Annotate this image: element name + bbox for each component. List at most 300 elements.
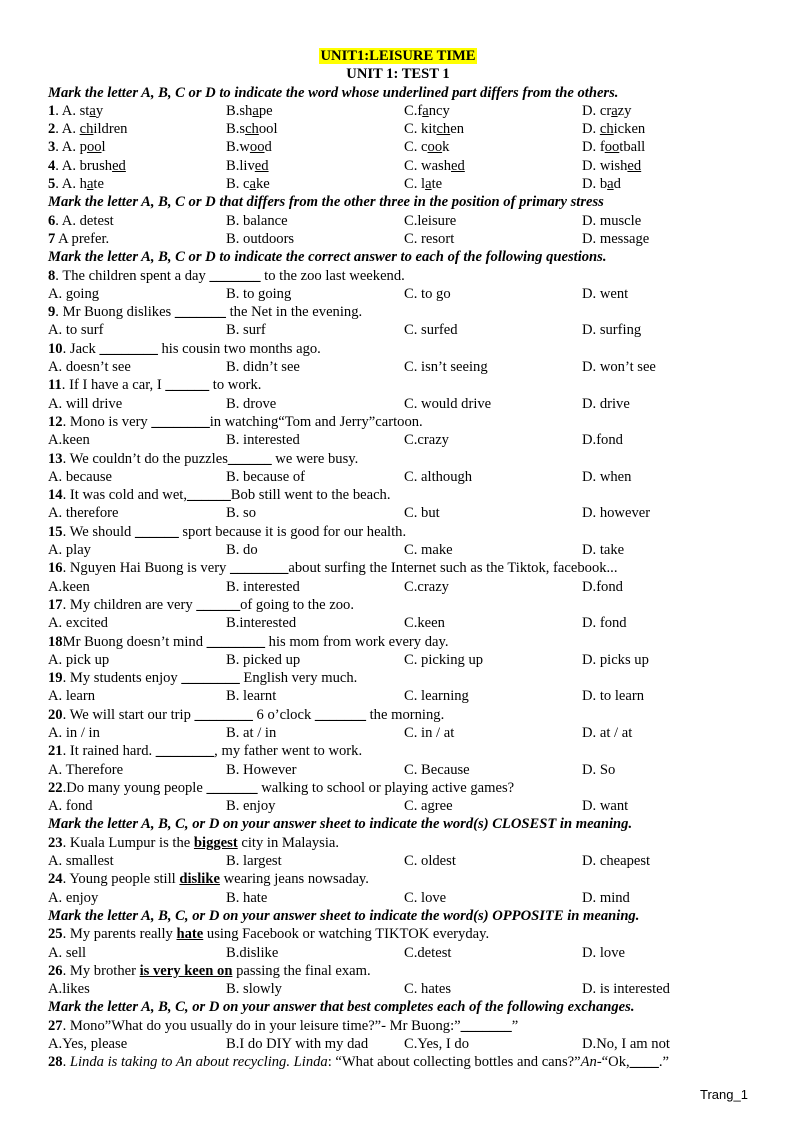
answer-option — [582, 102, 748, 120]
answer-option — [404, 578, 582, 596]
question-number: 7 — [48, 230, 56, 247]
question-text: Kuala Lumpur is the — [69, 834, 194, 851]
question-text: using Facebook or watching TIKTOK everyday. — [203, 926, 490, 943]
option-text: C. would drive — [404, 395, 492, 412]
option-text: d — [613, 176, 621, 193]
underlined-part: a — [607, 176, 614, 193]
option-text: D. surfing — [582, 322, 642, 339]
question-text: Mono”What do you usually do in your leisure time?”- Mr Buong:” — [69, 1017, 461, 1034]
answer-options — [48, 761, 748, 779]
question-text: we were busy. — [271, 450, 359, 467]
answer-option — [48, 431, 226, 449]
answer-option — [404, 614, 582, 632]
question-list — [48, 84, 748, 1072]
answer-blank: ____ — [629, 1054, 659, 1071]
question-number: 15 — [48, 523, 63, 540]
question-stem: 16. Nguyen Hai Buong is very ________about surfing the Internet such as the Tiktok, facebook... — [48, 560, 618, 577]
question-stem: 19. My students enjoy ________ English very much. — [48, 670, 358, 687]
question-number: 11 — [48, 377, 62, 394]
keyword: dislike — [179, 871, 220, 888]
question-stem: 23. Kuala Lumpur is the biggest city in Malaysia. — [48, 834, 340, 851]
keyword: hate — [176, 926, 204, 943]
option-text: B.s — [226, 121, 246, 138]
option-text: C.crazy — [404, 432, 449, 449]
option-text: A. detest — [61, 212, 114, 229]
option-text: D. — [582, 121, 600, 138]
answer-options — [48, 468, 748, 486]
underlined-part: a — [86, 176, 94, 193]
answer-options — [48, 431, 748, 449]
answer-options — [48, 687, 748, 705]
option-text: A. h — [61, 176, 87, 193]
answer-option — [582, 797, 748, 815]
option-text: B. because of — [226, 468, 306, 485]
unit-title — [48, 47, 748, 65]
question-text: ” — [511, 1017, 519, 1034]
option-text: C.detest — [404, 944, 452, 961]
answer-option — [48, 230, 226, 248]
option-text: D. picks up — [582, 651, 649, 668]
option-text: B. However — [226, 761, 297, 778]
option-text: A. learn — [48, 688, 96, 705]
answer-option — [582, 138, 748, 156]
option-text: k — [442, 139, 450, 156]
answer-options — [48, 944, 748, 962]
underlined-part: a — [252, 102, 259, 119]
answer-option — [48, 321, 226, 339]
answer-option — [48, 358, 226, 376]
question-number: 3 — [48, 139, 56, 156]
option-text: D. went — [582, 285, 629, 302]
answer-options — [48, 614, 748, 632]
question-text: Do many young people — [66, 779, 207, 796]
question-text: walking to school or playing active games? — [257, 779, 515, 796]
answer-option — [48, 724, 226, 742]
option-text: ildren — [93, 121, 128, 138]
question-text: The children spent a day — [62, 267, 210, 284]
question-stem: 27. Mono”What do you usually do in your leisure time?”- Mr Buong:”_______” — [48, 1017, 519, 1034]
question-text: passing the final exam. — [232, 962, 371, 979]
underlined-part: a — [425, 176, 432, 193]
option-text: D. wish — [582, 157, 628, 174]
answer-options — [48, 102, 748, 120]
option-text: D. when — [582, 468, 632, 485]
option-text: D. f — [582, 139, 605, 156]
option-text: B. slowly — [226, 981, 282, 998]
option-text: B. learnt — [226, 688, 277, 705]
question-text: Young people still — [69, 871, 180, 888]
answer-option: 3. A. pool — [48, 139, 106, 156]
answer-option — [582, 395, 748, 413]
question-text: the morning. — [365, 706, 445, 723]
question-stem: 15. We should ______ sport because it is good for our health. — [48, 523, 407, 540]
question-text: It rained hard. — [69, 743, 156, 760]
answer-option — [226, 230, 404, 248]
option-text: D.fond — [582, 578, 623, 595]
answer-option — [226, 212, 404, 230]
answer-option — [48, 889, 226, 907]
question-stem: 25. My parents really hate using Facebook or watching TIKTOK everyday. — [48, 926, 490, 943]
answer-option — [226, 157, 404, 175]
answer-option — [226, 889, 404, 907]
answer-option — [404, 120, 582, 138]
question-number: 28 — [48, 1054, 63, 1071]
option-text: B.liv — [226, 157, 255, 174]
question-text: English very much. — [239, 670, 358, 687]
answer-option — [48, 504, 226, 522]
answer-blank: ________ — [230, 560, 289, 577]
answer-blank: _______ — [174, 304, 226, 321]
option-text: C. resort — [404, 230, 455, 247]
answer-blank: _______ — [314, 706, 366, 723]
option-text: C. make — [404, 542, 453, 559]
question-stem: 17. My children are very ______of going to the zoo. — [48, 596, 355, 613]
section-instruction: Mark the letter A, B, C or D to indicate the word whose underlined part differs from the others. — [48, 84, 619, 101]
answer-option — [582, 321, 748, 339]
underlined-part: ed — [627, 157, 642, 174]
option-text: ke — [256, 176, 270, 193]
question-number: 14 — [48, 487, 63, 504]
question-stem: 13. We couldn’t do the puzzles______ we were busy. — [48, 450, 359, 467]
question-number: 23 — [48, 834, 63, 851]
answer-option — [404, 797, 582, 815]
answer-blank: ________ — [151, 413, 210, 430]
option-text: C. c — [404, 139, 428, 156]
answer-options — [48, 175, 748, 193]
option-text: te — [93, 176, 104, 193]
option-text: B.sh — [226, 102, 253, 119]
answer-options — [48, 797, 748, 815]
option-text: D. to learn — [582, 688, 645, 705]
option-text: C. love — [404, 889, 447, 906]
option-text: tball — [619, 139, 646, 156]
question-stem: 10. Jack ________ his cousin two months ago. — [48, 340, 321, 357]
answer-option — [582, 651, 748, 669]
answer-blank: ________ — [194, 706, 253, 723]
answer-option: 4. A. brushed — [48, 157, 126, 174]
answer-options — [48, 578, 748, 596]
question-number: 10 — [48, 340, 63, 357]
answer-option — [226, 614, 404, 632]
question-stem: 8. The children spent a day _______ to the zoo last weekend. — [48, 267, 405, 284]
answer-blank: _______ — [460, 1017, 512, 1034]
section-instruction: Mark the letter A, B, C, or D on your answer that best completes each of the following exchanges. — [48, 999, 635, 1016]
option-text: B. c — [226, 176, 250, 193]
question-text: of going to the zoo. — [240, 596, 355, 613]
option-text: A. brush — [61, 157, 113, 174]
option-text: D. want — [582, 798, 629, 815]
question-stem: 26. My brother is very keen on passing the final exam. — [48, 962, 371, 979]
option-text: B.I do DIY with my dad — [226, 1036, 369, 1053]
answer-options — [48, 724, 748, 742]
question-number: 8 — [48, 267, 56, 284]
answer-option — [582, 120, 748, 138]
underlined-part: ch — [436, 121, 451, 138]
answer-options — [48, 395, 748, 413]
option-text: en — [450, 121, 464, 138]
answer-options — [48, 980, 748, 998]
question-text: to the zoo last weekend. — [260, 267, 405, 284]
option-text: A. enjoy — [48, 889, 99, 906]
answer-blank: ______ — [134, 523, 179, 540]
answer-option — [226, 102, 404, 120]
question-number: 17 — [48, 596, 63, 613]
option-text: y — [95, 102, 104, 119]
answer-option: 6. A. detest — [48, 212, 114, 229]
answer-options — [48, 1035, 748, 1053]
answer-option — [226, 1035, 404, 1053]
answer-option — [226, 687, 404, 705]
option-text: C. l — [404, 176, 426, 193]
answer-options — [48, 358, 748, 376]
answer-option — [48, 761, 226, 779]
question-number: 12 — [48, 413, 63, 430]
answer-option — [48, 395, 226, 413]
answer-blank: ______ — [165, 377, 210, 394]
answer-option — [226, 724, 404, 742]
question-number: 16 — [48, 560, 63, 577]
option-text: C. Because — [404, 761, 470, 778]
section-instruction: Mark the letter A, B, C, or D on your answer sheet to indicate the word(s) OPPOSITE in meaning. — [48, 907, 640, 924]
answer-option — [582, 212, 748, 230]
answer-option — [404, 321, 582, 339]
question-stem: 9. Mr Buong dislikes _______ the Net in the evening. — [48, 304, 363, 321]
answer-options — [48, 120, 748, 138]
answer-option — [582, 504, 748, 522]
option-text: d — [264, 139, 272, 156]
answer-option — [404, 980, 582, 998]
answer-option — [404, 687, 582, 705]
option-text: B. interested — [226, 432, 300, 449]
answer-option — [48, 852, 226, 870]
option-text: C. but — [404, 505, 440, 522]
underlined-part: ch — [79, 121, 94, 138]
question-text: We will start our trip — [69, 706, 195, 723]
answer-blank: ______ — [196, 596, 241, 613]
option-text: C.crazy — [404, 578, 449, 595]
option-text: B. outdoors — [226, 230, 295, 247]
answer-option — [582, 889, 748, 907]
answer-options — [48, 321, 748, 339]
question-text: -“Ok, — [596, 1054, 630, 1071]
underlined-part: a — [611, 102, 618, 119]
option-text: zy — [617, 102, 632, 119]
option-text: C. isn’t seeing — [404, 359, 488, 376]
underlined-part: ed — [254, 157, 269, 174]
question-number: 27 — [48, 1017, 63, 1034]
section-instruction: Mark the letter A, B, C or D that differs from the other three in the position of primary stress — [48, 194, 604, 211]
underlined-part: a — [422, 102, 429, 119]
option-text: A. Therefore — [48, 761, 124, 778]
option-text: D. at / at — [582, 724, 633, 741]
answer-options — [48, 157, 748, 175]
option-text: D. drive — [582, 395, 630, 412]
option-text: D. So — [582, 761, 616, 778]
question-number: 1 — [48, 102, 56, 119]
option-text: A. to surf — [48, 322, 104, 339]
option-text: C. agree — [404, 798, 453, 815]
answer-option — [404, 358, 582, 376]
question-number: 24 — [48, 871, 63, 888]
question-text: Nguyen Hai Buong is very — [69, 560, 230, 577]
option-text: B. at / in — [226, 724, 277, 741]
option-text: icken — [613, 121, 646, 138]
option-text: l — [101, 139, 106, 156]
question-number: 18 — [48, 633, 63, 650]
section-instruction: Mark the letter A, B, C, or D on your answer sheet to indicate the word(s) CLOSEST in meaning. — [48, 816, 633, 833]
option-text: A. because — [48, 468, 113, 485]
option-text: A. play — [48, 542, 91, 559]
answer-option — [48, 578, 226, 596]
question-number: 20 — [48, 706, 63, 723]
option-text: C. wash — [404, 157, 452, 174]
answer-option — [404, 852, 582, 870]
answer-option — [582, 541, 748, 559]
option-text: C. picking up — [404, 651, 484, 668]
question-text: Jack — [69, 340, 100, 357]
question-text: his mom from work every day. — [265, 633, 449, 650]
answer-option — [48, 468, 226, 486]
answer-option — [226, 797, 404, 815]
option-text: B.w — [226, 139, 250, 156]
answer-option — [226, 358, 404, 376]
option-text: A. pick up — [48, 651, 110, 668]
option-text: B. do — [226, 542, 258, 559]
question-number: 4 — [48, 157, 56, 174]
option-text: B. to going — [226, 285, 292, 302]
option-text: D. muscle — [582, 212, 642, 229]
question-text: We couldn’t do the puzzles — [69, 450, 228, 467]
answer-option — [48, 797, 226, 815]
option-text: ncy — [428, 102, 450, 119]
underlined-part: oo — [427, 139, 443, 156]
option-text: B. didn’t see — [226, 359, 300, 376]
answer-option — [48, 980, 226, 998]
answer-option — [226, 504, 404, 522]
answer-blank: ________ — [155, 743, 215, 760]
question-text: : “What about collecting bottles and cans?” — [327, 1054, 581, 1071]
answer-option — [582, 230, 748, 248]
answer-blank: ______ — [187, 487, 231, 504]
answer-option — [582, 944, 748, 962]
option-text: A.likes — [48, 981, 90, 998]
answer-option — [226, 761, 404, 779]
option-text: B. surf — [226, 322, 266, 339]
option-text: A. going — [48, 285, 100, 302]
option-text: A. will drive — [48, 395, 123, 412]
question-text: My brother — [69, 962, 140, 979]
option-text: D. won’t see — [582, 359, 656, 376]
option-text: C. hates — [404, 981, 452, 998]
question-text: , my father went to work. — [214, 743, 363, 760]
option-text: B. largest — [226, 853, 282, 870]
question-stem: 11. If I have a car, I ______ to work. — [48, 377, 262, 394]
question-text: Bob still went to the beach. — [230, 487, 391, 504]
answer-option — [404, 138, 582, 156]
option-text: C. learning — [404, 688, 469, 705]
answer-options — [48, 285, 748, 303]
answer-blank: ______ — [227, 450, 272, 467]
answer-options — [48, 541, 748, 559]
option-text: C. kit — [404, 121, 437, 138]
option-text: B. hate — [226, 889, 268, 906]
question-text: Mr Buong doesn’t mind — [62, 633, 207, 650]
question-stem: 21. It rained hard. ________, my father went to work. — [48, 743, 363, 760]
answer-option — [226, 321, 404, 339]
option-text: B. enjoy — [226, 798, 276, 815]
answer-option — [226, 468, 404, 486]
question-text: It was cold and wet, — [69, 487, 188, 504]
underlined-part: oo — [604, 139, 620, 156]
answer-option — [226, 651, 404, 669]
question-text: We should — [69, 523, 135, 540]
answer-option — [582, 724, 748, 742]
answer-options — [48, 212, 748, 230]
page-footer: Trang_1 — [700, 1087, 748, 1102]
answer-option — [226, 395, 404, 413]
answer-option — [404, 102, 582, 120]
answer-option — [582, 1035, 748, 1053]
question-number: 21 — [48, 743, 63, 760]
question-stem — [48, 633, 748, 651]
answer-option: 5. A. hate — [48, 176, 104, 193]
question-text: If I have a car, I — [69, 377, 166, 394]
answer-option — [582, 157, 748, 175]
answer-options — [48, 852, 748, 870]
option-text: B. interested — [226, 578, 300, 595]
answer-option — [226, 541, 404, 559]
question-stem: 14. It was cold and wet,______Bob still went to the beach. — [48, 487, 391, 504]
answer-options — [48, 651, 748, 669]
option-text: B.dislike — [226, 944, 279, 961]
question-stem: 24. Young people still dislike wearing jeans nowsaday. — [48, 871, 369, 888]
option-text: C.keen — [404, 615, 445, 632]
keyword: is very keen on — [139, 962, 233, 979]
answer-option — [404, 1035, 582, 1053]
test-subtitle: UNIT 1: TEST 1 — [346, 66, 450, 83]
answer-option: 1. A. stay — [48, 102, 104, 119]
option-text: D. however — [582, 505, 651, 522]
answer-blank: _______ — [209, 267, 261, 284]
answer-option — [404, 431, 582, 449]
question-text: Linda is taking to An about recycling. Linda — [69, 1054, 328, 1071]
option-text: D.No, I am not — [582, 1036, 670, 1053]
option-text: A.keen — [48, 578, 90, 595]
option-text: pe — [258, 102, 273, 119]
answer-blank: ________ — [206, 633, 266, 650]
question-number: 5 — [48, 176, 56, 193]
option-text: D. cheapest — [582, 853, 651, 870]
question-text: Mono is very — [69, 413, 152, 430]
option-text: B. balance — [226, 212, 288, 229]
question-text: about surfing the Internet such as the Tiktok, facebook... — [288, 560, 618, 577]
answer-options — [48, 138, 748, 156]
answer-option — [582, 687, 748, 705]
answer-option — [404, 724, 582, 742]
question-number: 2 — [48, 121, 56, 138]
answer-option — [226, 138, 404, 156]
question-number: 13 — [48, 450, 63, 467]
option-text: C.f — [404, 102, 423, 119]
option-text: D.fond — [582, 432, 623, 449]
option-text: C. to go — [404, 285, 451, 302]
answer-option — [226, 980, 404, 998]
question-text: wearing jeans nowsaday. — [219, 871, 369, 888]
answer-options — [48, 504, 748, 522]
question-number: 26 — [48, 962, 63, 979]
answer-blank: ________ — [99, 340, 158, 357]
underlined-part: a — [249, 176, 256, 193]
